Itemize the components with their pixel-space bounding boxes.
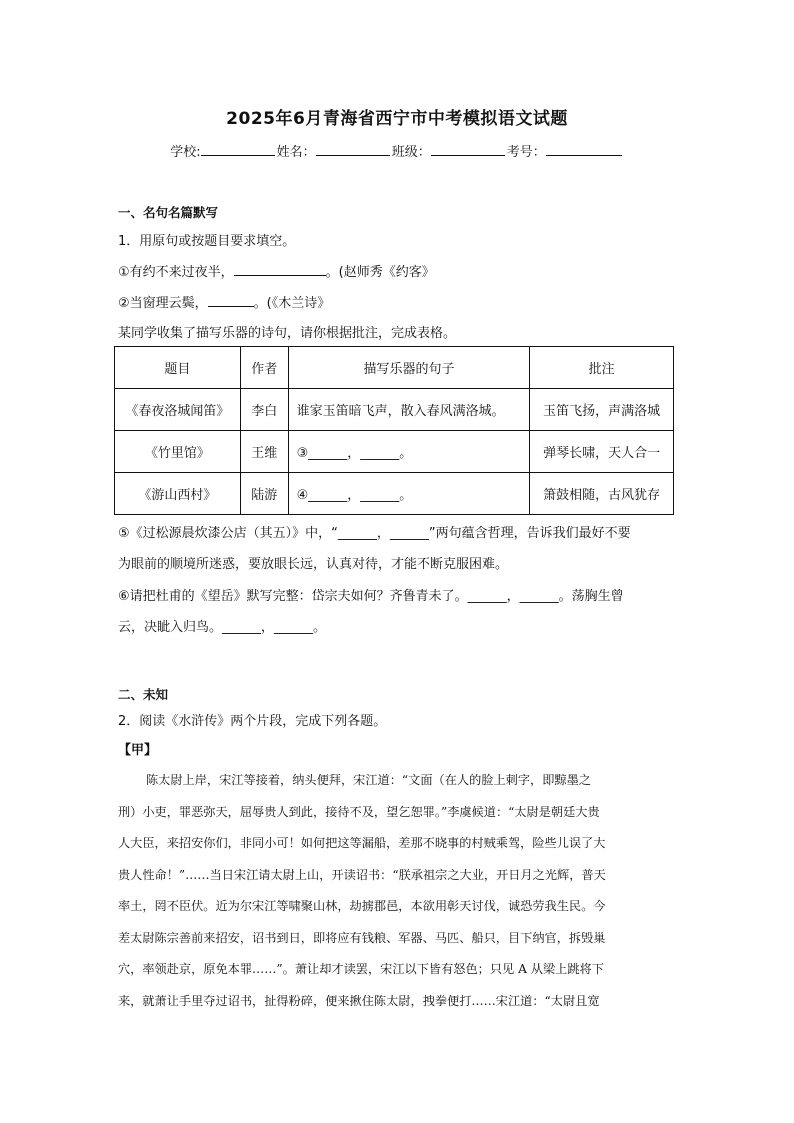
table-row	[115, 431, 674, 473]
class-blank[interactable]	[431, 143, 505, 156]
fill-item-6-line2[interactable]: 云，决眦入归鸟。______，______。	[118, 620, 327, 635]
author-cell: 李白	[240, 389, 288, 431]
excerpt-line: 刑）小吏，罪恶弥天，屈辱贵人到此，接待不及，望乞恕罪。”李虞候道：“太尉是朝廷大贵	[118, 804, 600, 819]
table-header-cell: 批注	[530, 347, 674, 389]
table-header-row	[115, 347, 674, 389]
exam-no-label: 考号：	[506, 145, 546, 160]
fill-item-1-pre: ①有约不来过夜半，	[118, 265, 234, 280]
excerpt-line: 人大臣，来招安你们，非同小可！如何把这等漏船，差那不晓事的村贼乘驾，险些儿误了大	[118, 836, 606, 850]
excerpt-line: 来，就萧让手里夺过诏书，扯得粉碎，便来揪住陈太尉，拽拳便打……宋江道：“太尉且宽	[118, 993, 600, 1008]
instrument-line-cell: 谁家玉笛暗飞声，散入春风满洛城。	[288, 389, 530, 431]
note-cell: 玉笛飞扬，声满洛城	[530, 389, 674, 431]
section2-heading: 二、未知	[118, 687, 169, 702]
fill-item-1-post: 。(赵师秀《约客》	[325, 265, 435, 280]
school-blank[interactable]	[201, 143, 275, 156]
fill-item-1	[118, 261, 435, 280]
fill-item-2-pre: ②当窗理云鬓，	[118, 296, 208, 311]
table-row	[115, 389, 674, 431]
fill-item-2-post: 。(《木兰诗》	[253, 296, 331, 311]
part-a-label: 【甲】	[118, 743, 158, 758]
author-cell: 王维	[240, 431, 288, 473]
name-label: 姓名：	[276, 145, 316, 160]
fill-item-5-line1[interactable]: ⑤《过松源晨炊漆公店（其五）》中，“______，______”两句蕴含哲理，告诉我们最好不要	[118, 526, 631, 541]
excerpt-line: 穴，率领赴京，原免本罪……”。萧让却才读罢，宋江以下皆有怒色；只见 A 从梁上跳将下	[118, 962, 604, 976]
section1-heading: 一、名句名篇默写	[118, 205, 219, 220]
author-cell: 陆游	[240, 473, 288, 515]
table-intro: 某同学收集了描写乐器的诗句，请你根据批注，完成表格。	[118, 326, 457, 341]
excerpt-line: 差太尉陈宗善前来招安，诏书到日，即将应有钱粮、军器、马匹、船只，目下纳官，拆毁巢	[118, 930, 606, 945]
poem-title-cell: 《春夜洛城闻笛》	[115, 389, 241, 431]
note-cell: 弹琴长啸，天人合一	[530, 431, 674, 473]
excerpt-line-text: 陈太尉上岸，宋江等接着，纳头便拜，宋江道：“文面（在人的脸上刺字，即黥墨之	[146, 773, 591, 787]
question2-prompt: 2．阅读《水浒传》两个片段，完成下列各题。	[118, 714, 387, 729]
poem-title-cell: 《游山西村》	[115, 473, 241, 515]
fill-item-5-line2: 为眼前的顺境所迷惑，要放眼长远，认真对待，才能不断克服困难。	[118, 557, 509, 572]
fill-blank-1[interactable]	[234, 264, 326, 276]
table-header-cell: 作者	[240, 347, 288, 389]
student-info-line	[0, 141, 794, 160]
excerpt-line: 率土，罔不臣伏。近为尔宋江等啸聚山林，劫掳郡邑，本欲用彰天讨伐，诚恐劳我生民。今	[118, 899, 606, 913]
excerpt-line	[118, 765, 680, 797]
fill-item-6-line1[interactable]: ⑥请把杜甫的《望岳》默写完整：岱宗夫如何？齐鲁青未了。______，______。荡胸生曾	[118, 589, 624, 604]
excerpt-line: 贵人性命！”……当日宋江请太尉上山，开读诏书：“朕承祖宗之大业，开日月之光辉，普天	[118, 867, 606, 882]
school-label: 学校:	[170, 145, 201, 160]
class-label: 班级：	[391, 145, 431, 160]
table-header-cell: 题目	[115, 347, 241, 389]
table-row	[115, 473, 674, 515]
instrument-line-cell[interactable]: ④______，______。	[288, 473, 530, 515]
excerpt-passage	[118, 765, 680, 1017]
question1-prompt: 1．用原句或按题目要求填空。	[118, 234, 296, 249]
note-cell: 箫鼓相随，古风犹存	[530, 473, 674, 515]
poem-title-cell: 《竹里馆》	[115, 431, 241, 473]
fill-item-2	[118, 292, 330, 311]
exam-title: 2025年6月青海省西宁市中考模拟语文试题	[226, 109, 568, 129]
name-blank[interactable]	[316, 143, 390, 156]
instrument-poem-table	[114, 346, 674, 515]
exam-no-blank[interactable]	[546, 143, 622, 156]
fill-blank-2[interactable]	[208, 295, 254, 307]
instrument-line-cell[interactable]: ③______，______。	[288, 431, 530, 473]
table-header-cell: 描写乐器的句子	[288, 347, 530, 389]
